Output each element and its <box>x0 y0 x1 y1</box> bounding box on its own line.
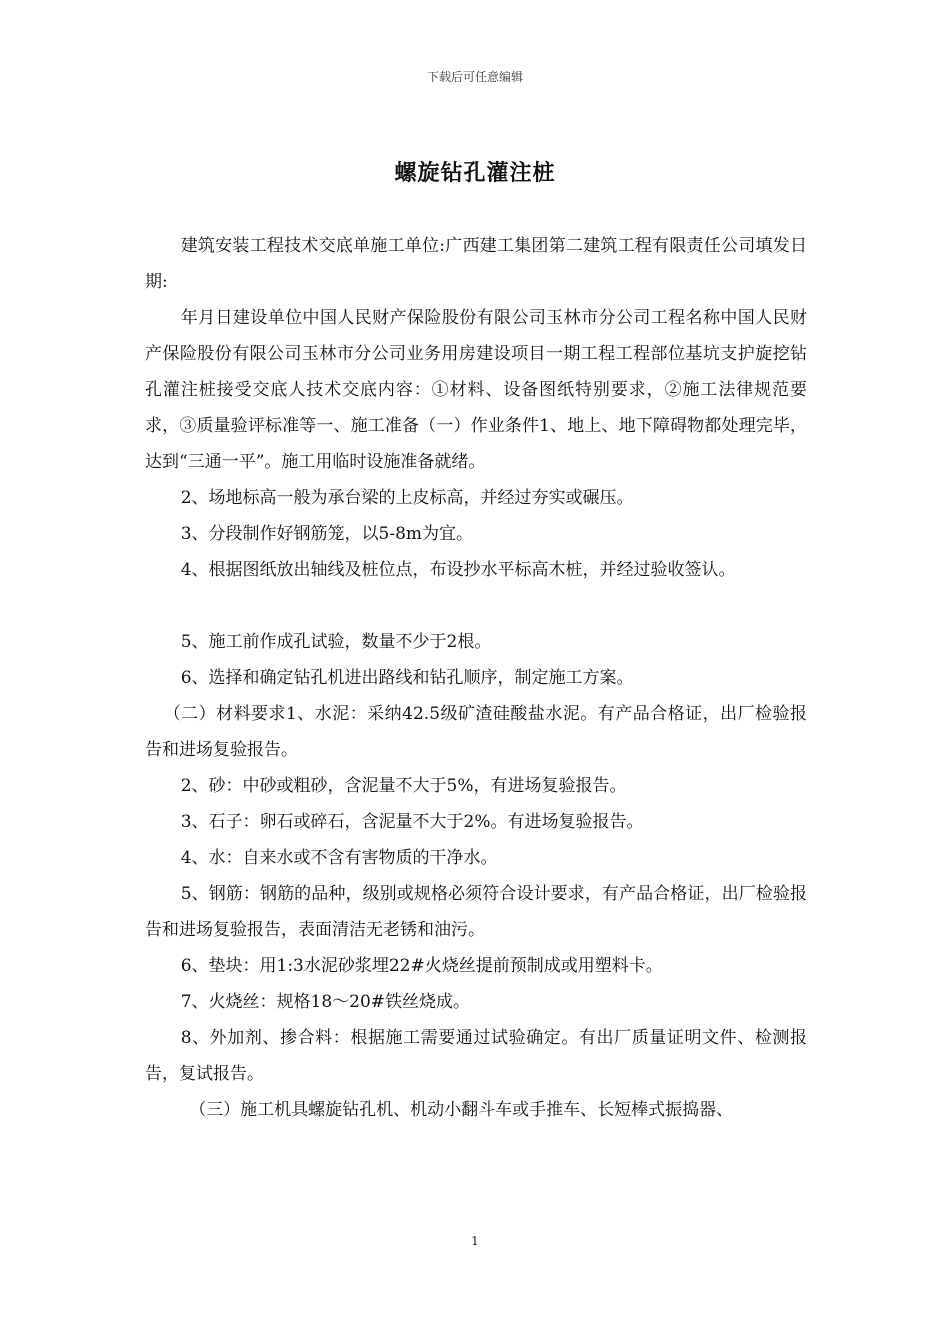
paragraph-stone: 3、石子：卵石或碎石，含泥量不大于2%。有进场复验报告。 <box>180 812 644 832</box>
paragraph-project-info: 年月日建设单位中国人民财产保险股份有限公司玉林市分公司工程名称中国人民财产保险股份有限公司玉林市分公司业务用房建设项目一期工程工程部位基坑支护旋挖钻孔灌注桩接受交底人技术交底内容：①材料、设备图纸特别要求，②施工法律规范要求，③质量验评标准等一、施工准备（一）作业条件1、地上、地下障碍物都处理完毕，达到“三通一平”。施工用临时设施准备就绪。 <box>145 308 807 472</box>
paragraph-item-3: 3、分段制作好钢筋笼，以5-8m为宜。 <box>180 524 473 544</box>
paragraph-admixture: 8、外加剂、掺合料：根据施工需要通过试验确定。有出厂质量证明文件、检测报告，复试报告。 <box>145 1028 807 1084</box>
document-body <box>145 228 807 1128</box>
page-number: 1 <box>471 1234 479 1248</box>
paragraph-water: 4、水：自来水或不含有害物质的干净水。 <box>180 848 498 868</box>
paragraph-rebar: 5、钢筋：钢筋的品种，级别或规格必须符合设计要求，有产品合格证，出厂检验报告和进场复验报告，表面清洁无老锈和油污。 <box>145 884 807 940</box>
paragraph-item-4: 4、根据图纸放出轴线及桩位点，布设抄水平标高木桩，并经过验收签认。 <box>180 560 736 580</box>
header-note: 下载后可任意编辑 <box>426 70 523 84</box>
paragraph-machinery: （三）施工机具螺旋钻孔机、机动小翻斗车或手推车、长短棒式振捣器、 <box>189 1100 734 1120</box>
document-title: 螺旋钻孔灌注桩 <box>394 160 556 186</box>
paragraph-binding-wire: 7、火烧丝：规格18～20#铁丝烧成。 <box>180 992 471 1012</box>
blank-line <box>145 588 807 624</box>
paragraph-spacer: 6、垫块：用1:3水泥砂浆埋22#火烧丝提前预制成或用塑料卡。 <box>180 956 663 976</box>
paragraph-item-6: 6、选择和确定钻孔机进出路线和钻孔顺序，制定施工方案。 <box>180 668 634 688</box>
paragraph-item-2: 2、场地标高一般为承台梁的上皮标高，并经过夯实或碾压。 <box>180 488 634 508</box>
paragraph-item-5: 5、施工前作成孔试验，数量不少于2根。 <box>180 632 492 652</box>
paragraph-sand: 2、砂：中砂或粗砂，含泥量不大于5%，有进场复验报告。 <box>180 776 627 796</box>
paragraph-construction-info: 建筑安装工程技术交底单施工单位:广西建工集团第二建筑工程有限责任公司填发日期: <box>145 236 807 292</box>
paragraph-material-requirements: （二）材料要求1、水泥：采纳42.5级矿渣硅酸盐水泥。有产品合格证，出厂检验报告和进场复验报告。 <box>145 704 807 760</box>
